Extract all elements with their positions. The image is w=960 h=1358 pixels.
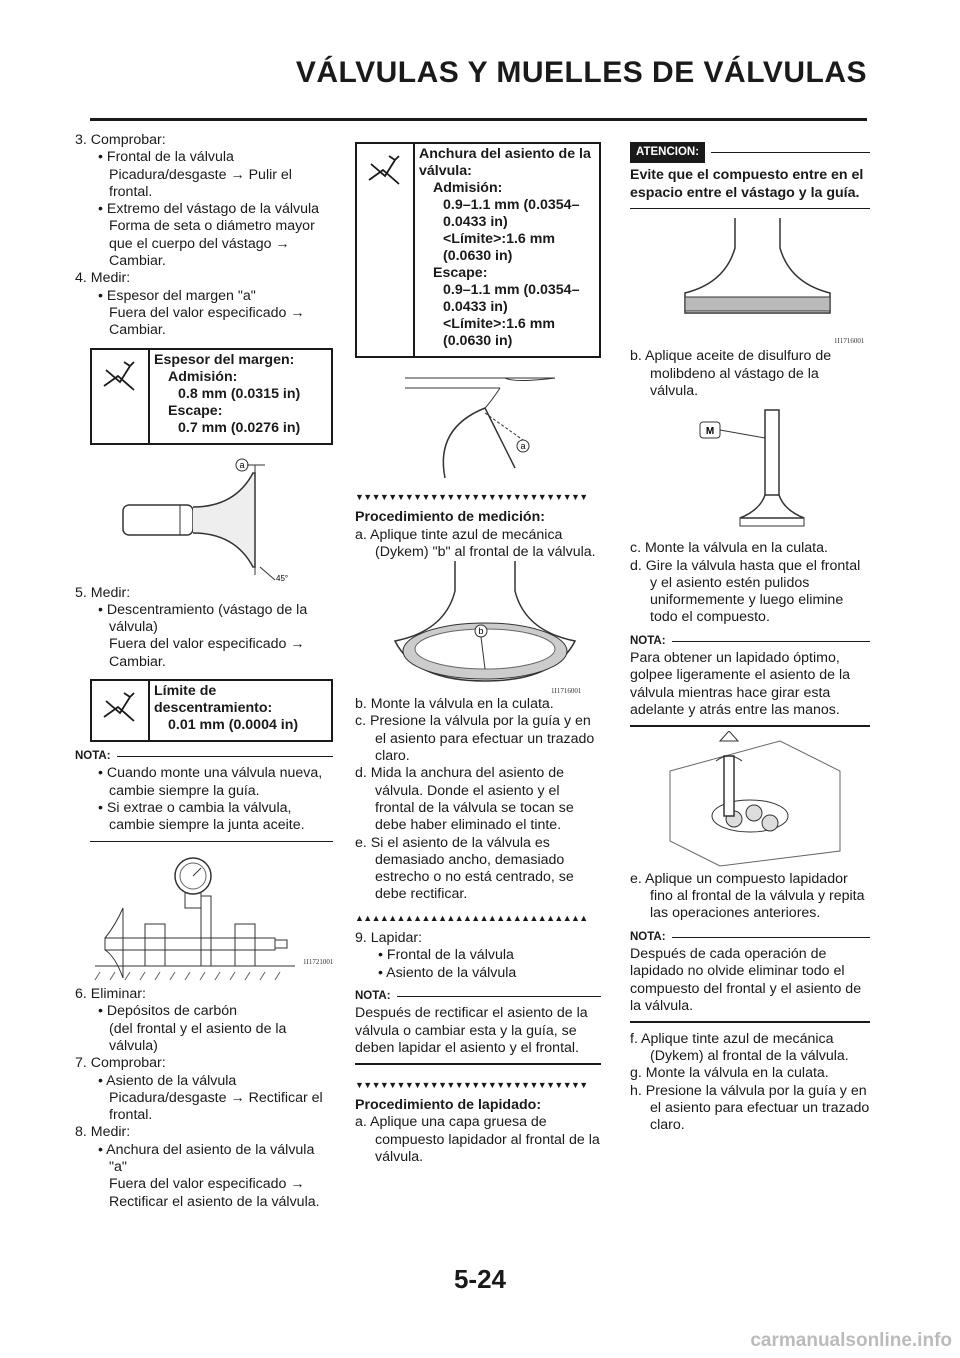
wrench-gauge-icon bbox=[92, 681, 150, 740]
figure-code: 1I1716001 bbox=[551, 687, 582, 696]
step-3-bullet-2-text: Forma de seta o diámetro mayor que el cuerpo del vástago → Cambiar. bbox=[109, 218, 315, 270]
figure-code: 1I1716001 bbox=[834, 337, 865, 346]
wrench-gauge-icon bbox=[357, 144, 415, 356]
spec3-line-4: <Límite>:1.6 mm (0.0630 in) bbox=[443, 231, 555, 264]
step-6-title: 6. Eliminar: bbox=[75, 986, 146, 1003]
nota-end-rule bbox=[630, 1021, 870, 1023]
step-c: c. Monte la válvula en la culata. bbox=[630, 540, 828, 557]
spec3-line-3: 0.9–1.1 mm (0.0354–0.0433 in) bbox=[443, 197, 580, 230]
page-number: 5-24 bbox=[453, 1264, 507, 1294]
nota-2-text: Después de cada operación de lapidado no olvide eliminar todo el compuesto del frontal y el asiento de la válvula. bbox=[630, 945, 862, 1014]
nota-label: NOTA: bbox=[630, 633, 870, 650]
spec1-line-5: 0.7 mm (0.0276 in) bbox=[178, 419, 301, 436]
spec3-line-6: 0.9–1.1 mm (0.0354–0.0433 in) bbox=[443, 282, 580, 315]
atencion-text: Evite que el compuesto entre en el espacio entre el vástago y la guía. bbox=[630, 167, 864, 201]
seat-width-figure bbox=[355, 358, 601, 483]
step-3-bullet-1: • Frontal de la válvula bbox=[98, 149, 234, 166]
lapping-figure bbox=[630, 731, 870, 871]
oil-application-figure bbox=[630, 400, 870, 540]
column-right bbox=[630, 132, 870, 1134]
atencion-label bbox=[630, 142, 870, 163]
spec1-line-4: Escape: bbox=[168, 402, 223, 419]
figure-code: 1I1721001 bbox=[303, 958, 333, 967]
step-b: b. Aplique aceite de disulfuro de molibdeno al vástago de la válvula. bbox=[630, 348, 832, 399]
step-7-bullet-1: • Asiento de la válvula bbox=[98, 1072, 237, 1089]
procedure-measure-title: Procedimiento de medición: bbox=[355, 509, 545, 526]
spec1-line-3: 0.8 mm (0.0315 in) bbox=[178, 385, 301, 402]
nota-label: NOTA: bbox=[75, 748, 333, 765]
spec1-line-2: Admisión: bbox=[168, 368, 238, 385]
callout-a: a bbox=[520, 441, 526, 451]
step-9-bullet-2: • Asiento de la válvula bbox=[378, 964, 517, 981]
procedure-measure-b: b. Monte la válvula en la culata. bbox=[355, 696, 554, 713]
nota-bullet-1: • Cuando monte una válvula nueva, cambie siempre la guía. bbox=[98, 765, 323, 799]
step-8-bullet-1: • Anchura del asiento de la válvula "a" bbox=[98, 1141, 315, 1175]
spec3-line-1: Anchura del asiento de la válvula: bbox=[419, 146, 591, 179]
step-3-bullet-1-text: Picadura/desgaste → Pulir el frontal. bbox=[109, 166, 292, 200]
step-4-title: 4. Medir: bbox=[75, 270, 131, 287]
procedure-start-marker: ▼▼▼▼▼▼▼▼▼▼▼▼▼▼▼▼▼▼▼▼▼▼▼▼▼▼▼▼ bbox=[355, 492, 588, 502]
step-4-bullet-1: • Espesor del margen "a" bbox=[98, 287, 256, 304]
procedure-lapping-title: Procedimiento de lapidado: bbox=[355, 1096, 542, 1113]
spec3-line-5: Escape: bbox=[433, 265, 488, 281]
step-9-bullet-1: • Frontal de la válvula bbox=[378, 947, 514, 964]
step-3-title: 3. Comprobar: bbox=[75, 132, 166, 148]
spec-box-runout bbox=[90, 679, 333, 742]
column-middle bbox=[355, 132, 601, 1166]
procedure-measure-e: e. Si el asiento de la válvula es demasiado ancho, demasiado estrecho o no está centrado, se debe rectificar. bbox=[355, 834, 574, 903]
step-h: h. Presione la válvula por la guía y en el asiento para efectuar un trazado claro. bbox=[630, 1082, 870, 1134]
nota-label: NOTA: bbox=[630, 929, 870, 946]
step-g: g. Monte la válvula en la culata. bbox=[630, 1065, 829, 1082]
nota-end-rule bbox=[90, 841, 333, 843]
callout-b: b bbox=[478, 626, 484, 637]
spec3-line-2: Admisión: bbox=[433, 180, 503, 196]
step-9-title: 9. Lapidar: bbox=[355, 930, 423, 947]
nota-label: NOTA: bbox=[355, 988, 601, 1005]
step-d: d. Gire la válvula hasta que el frontal y el asiento estén pulidos uniformemente y luego elimine todo el compuesto. bbox=[630, 557, 861, 626]
step-8-title: 8. Medir: bbox=[75, 1124, 131, 1141]
spec1-line-1: Espesor del margen: bbox=[154, 351, 295, 368]
step-8-bullet-1-text: Fuera del valor especificado → Rectificar el asiento de la válvula. bbox=[109, 1176, 320, 1210]
step-5-title: 5. Medir: bbox=[75, 584, 131, 601]
procedure-measure-a: a. Aplique tinte azul de mecánica (Dykem) "b" al frontal de la válvula. bbox=[355, 526, 596, 560]
spec-box-seat-width bbox=[355, 142, 601, 358]
spec-box-margin bbox=[90, 348, 333, 445]
procedure-measure-c: c. Presione la válvula por la guía y en el asiento para efectuar un trazado claro. bbox=[355, 713, 595, 765]
dye-valve-figure bbox=[355, 561, 601, 696]
callout-a: a bbox=[239, 459, 245, 470]
valve-margin-figure bbox=[75, 445, 333, 585]
spec2-line-2: 0.01 mm (0.0004 in) bbox=[168, 717, 299, 734]
nota-end-rule bbox=[355, 1063, 601, 1065]
nota-text: Después de rectificar el asiento de la válvula o cambiar esta y la guía, se deben lapidar el asiento y el frontal. bbox=[355, 1005, 588, 1056]
step-f: f. Aplique tinte azul de mecánica (Dykem) al frontal de la válvula. bbox=[630, 1030, 849, 1064]
nota-1-text: Para obtener un lapidado óptimo, golpee ligeramente el asiento de la válvula mientras hace girar esta adelante y atrás entre las manos. bbox=[630, 650, 851, 718]
procedure-start-marker: ▼▼▼▼▼▼▼▼▼▼▼▼▼▼▼▼▼▼▼▼▼▼▼▼▼▼▼▼ bbox=[355, 1079, 588, 1090]
atencion-end-rule bbox=[630, 208, 870, 210]
step-3-bullet-2: • Extremo del vástago de la válvula bbox=[98, 201, 320, 218]
step-4-bullet-1-text: Fuera del valor especificado → Cambiar. bbox=[109, 304, 305, 339]
nota-end-rule bbox=[630, 725, 870, 727]
spec2-line-1: Límite de descentramiento: bbox=[154, 683, 273, 717]
step-5-bullet-1: • Descentramiento (vástago de la válvula) bbox=[98, 601, 308, 636]
column-left bbox=[75, 132, 333, 1211]
step-5-bullet-1-text: Fuera del valor especificado → Cambiar. bbox=[109, 636, 305, 670]
step-7-bullet-1-text: Picadura/desgaste → Rectificar el frontal. bbox=[109, 1089, 323, 1124]
watermark: carmanualsonline.info bbox=[750, 1330, 952, 1351]
step-6-bullet-1: • Depósitos de carbón bbox=[98, 1003, 238, 1020]
procedure-measure-d: d. Mida la anchura del asiento de válvula. Donde el asiento y el frontal de la válvula se tocan se debe haber eliminado el tinte. bbox=[355, 765, 574, 834]
procedure-end-marker: ▲▲▲▲▲▲▲▲▲▲▲▲▲▲▲▲▲▲▲▲▲▲▲▲▲▲▲▲ bbox=[355, 912, 588, 923]
step-e: e. Aplique un compuesto lapidador fino al frontal de la válvula y repita las operaciones anteriores. bbox=[630, 870, 865, 922]
angle-label: 45° bbox=[276, 573, 289, 583]
nota-bullet-2: • Si extrae o cambia la válvula, cambie siempre la junta aceite. bbox=[98, 799, 305, 834]
molybdenum-oil-icon: M bbox=[705, 426, 715, 438]
page-title: VÁLVULAS Y MUELLES DE VÁLVULAS bbox=[295, 56, 867, 89]
step-7-title: 7. Comprobar: bbox=[75, 1055, 166, 1072]
wrench-gauge-icon bbox=[92, 350, 150, 443]
compound-valve-figure bbox=[630, 213, 870, 348]
dial-gauge-figure bbox=[75, 846, 333, 986]
atencion-badge: ATENCION: bbox=[630, 142, 705, 163]
spec3-line-7: <Límite>:1.6 mm (0.0630 in) bbox=[443, 316, 555, 349]
procedure-lapping-a: a. Aplique una capa gruesa de compuesto lapidador al frontal de la válvula. bbox=[355, 1114, 600, 1165]
step-6-bullet-1-text: (del frontal y el asiento de la válvula) bbox=[109, 1020, 287, 1054]
title-rule bbox=[90, 118, 867, 121]
